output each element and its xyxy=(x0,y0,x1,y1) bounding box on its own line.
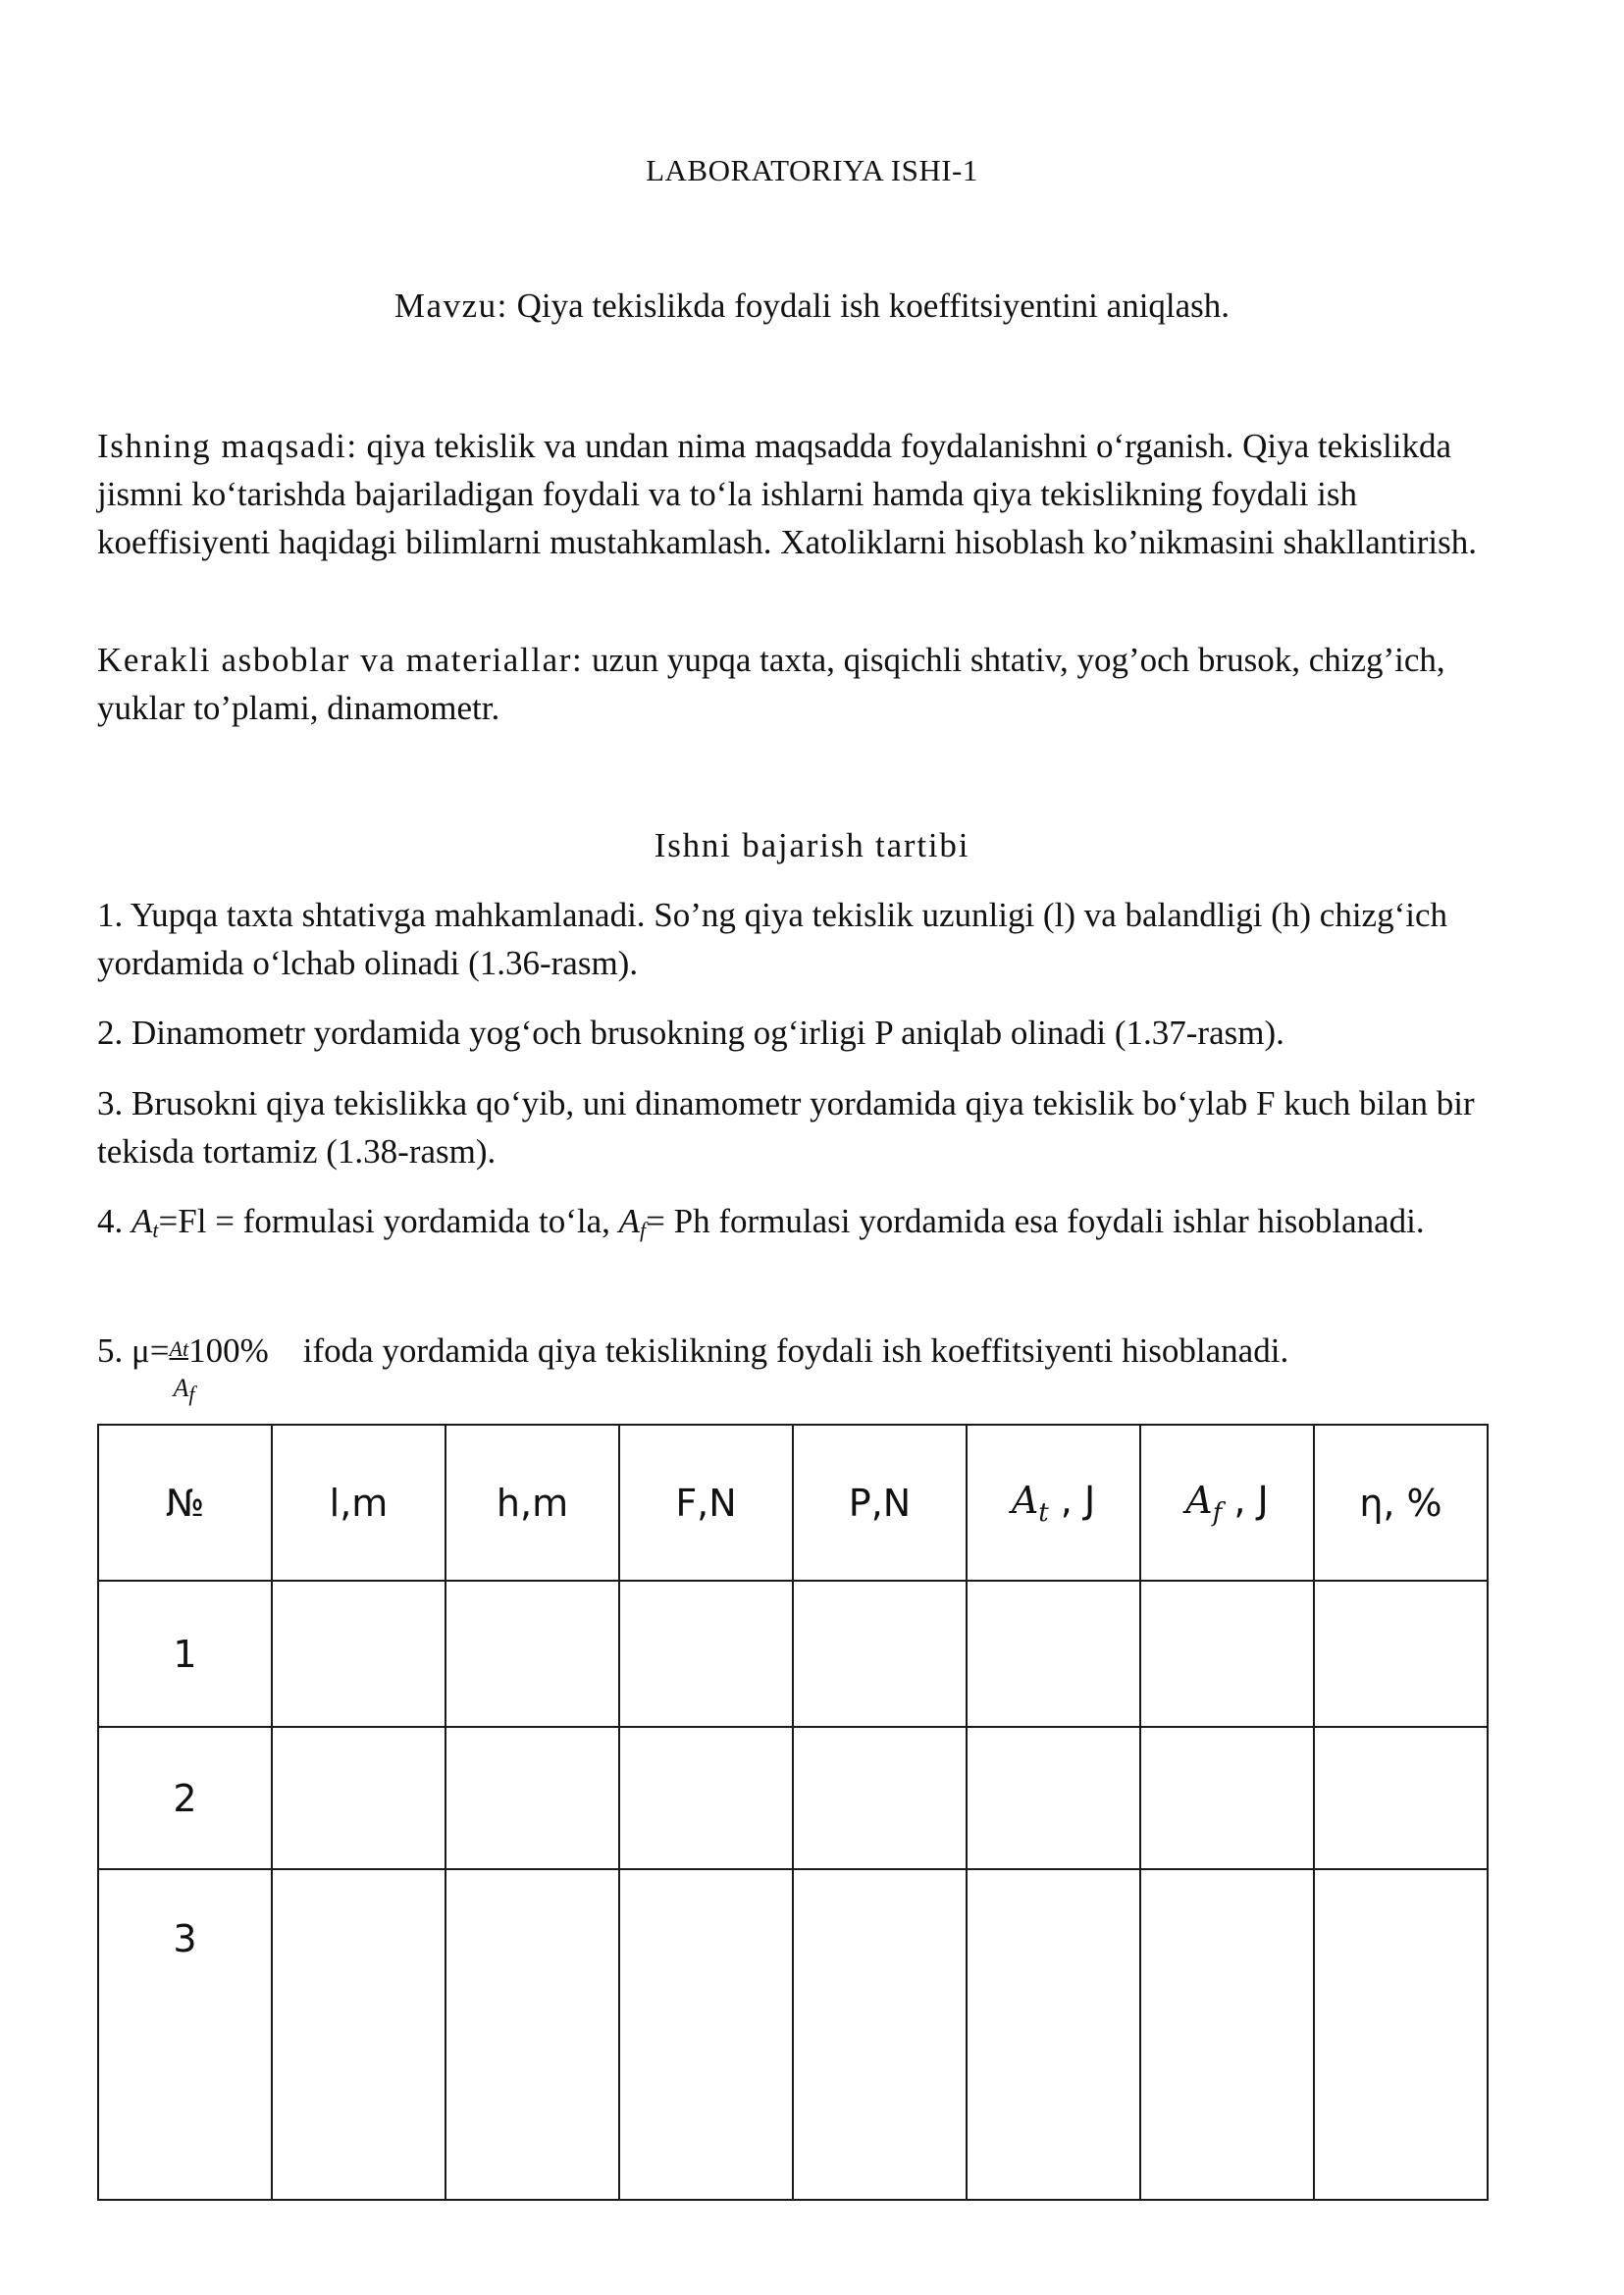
table-row xyxy=(98,1727,1488,1869)
tools-label: Kerakli asboblar va materiallar: xyxy=(97,641,584,679)
table-cell[interactable] xyxy=(967,1727,1140,1869)
step-2: 2. Dinamometr yordamida yog‘och brusokning og‘irligi P aniqlab olinadi (1.37-rasm). xyxy=(97,1014,1284,1052)
efficiency-fraction xyxy=(169,1325,195,1406)
row-number: 2 xyxy=(98,1727,272,1869)
table-cell[interactable] xyxy=(272,1869,445,2200)
results-table-wrapper xyxy=(97,1424,1489,2201)
fraction-numerator: At xyxy=(169,1336,189,1361)
table-cell[interactable] xyxy=(619,1727,793,1869)
table-cell[interactable] xyxy=(1140,1869,1314,2200)
table-row xyxy=(98,1869,1488,2200)
header-efficiency: η, % xyxy=(1314,1425,1488,1581)
table-cell[interactable] xyxy=(445,1727,619,1869)
table-cell[interactable] xyxy=(445,1581,619,1727)
step-1: 1. Yupqa taxta shtativga mahkamlanadi. So’ng qiya tekislik uzunligi (l) va balandligi (h) chizg‘ich yordamida o‘lchab olinadi (1.36-rasm). xyxy=(97,896,1447,982)
table-cell[interactable] xyxy=(1140,1727,1314,1869)
table-cell[interactable] xyxy=(272,1581,445,1727)
table-cell[interactable] xyxy=(1314,1727,1488,1869)
header-total-work: $A_t$ , J xyxy=(967,1425,1140,1581)
header-weight: P,N xyxy=(793,1425,967,1581)
useful-work-symbol: A xyxy=(618,1202,641,1240)
table-cell[interactable] xyxy=(445,1869,619,2200)
table-cell[interactable] xyxy=(1314,1581,1488,1727)
header-length: l,m xyxy=(272,1425,445,1581)
goal-label: Ishning maqsadi: xyxy=(97,427,358,465)
row-number: 3 xyxy=(98,1869,272,2200)
header-number: № xyxy=(98,1425,272,1581)
table-cell[interactable] xyxy=(1314,1869,1488,2200)
table-cell[interactable] xyxy=(793,1727,967,1869)
step-5: 5. $\mu=\frac{At}{A_f}$ 100% ifoda yordamida qiya tekislikning foydali ish koeffitsiyenti hisoblanadi. xyxy=(97,1325,1500,1375)
total-work-symbol: A xyxy=(131,1202,153,1240)
procedure-heading: Ishni bajarish tartibi xyxy=(654,826,970,864)
goal-paragraph xyxy=(97,422,1500,566)
tools-text: uzun yupqa taxta, qisqichli shtativ, yog’och brusok, chizg’ich, yuklar to’plami, dinamometr. xyxy=(97,641,1445,727)
header-force: F,N xyxy=(619,1425,793,1581)
tools-paragraph xyxy=(97,636,1500,732)
step-3: 3. Brusokni qiya tekislikka qo‘yib, uni dinamometr yordamida qiya tekislik bo‘ylab F kuch bilan bir tekisda tortamiz (1.38-rasm). xyxy=(97,1084,1475,1171)
table-cell[interactable] xyxy=(793,1869,967,2200)
table-cell[interactable] xyxy=(619,1869,793,2200)
goal-text: qiya tekislik va undan nima maqsadda foydalanishni o‘rganish. Qiya tekislikda jismni ko‘tarishda bajariladigan foydali va to‘la ishlarni hamda qiya tekislikning foydali ish koeffisiyenti haqidagi bilimlarni mustahkamlash. Xatoliklarni hisoblash ko’nikmasini shakllantirish. xyxy=(97,427,1477,561)
table-cell[interactable] xyxy=(272,1727,445,1869)
table-header-row xyxy=(98,1425,1488,1581)
topic-label: Mavzu: xyxy=(393,287,508,325)
step-4: 4. $A_t=Fl$ = formulasi yordamida to‘la, $A_f= Ph$ formulasi yordamida esa foydali ishlar hisoblanadi. xyxy=(97,1202,1425,1242)
table-row xyxy=(98,1581,1488,1727)
table-cell[interactable] xyxy=(793,1581,967,1727)
results-table xyxy=(97,1424,1489,2201)
header-height: h,m xyxy=(445,1425,619,1581)
page-title: LABORATORIYA ISHI-1 xyxy=(646,153,978,187)
table-cell[interactable] xyxy=(967,1581,1140,1727)
topic-text: Qiya tekislikda foydali ish koeffitsiyentini aniqlash. xyxy=(516,287,1231,325)
table-cell[interactable] xyxy=(1140,1581,1314,1727)
row-number: 1 xyxy=(98,1581,272,1727)
header-useful-work: $A_f$ , J xyxy=(1140,1425,1314,1581)
table-cell[interactable] xyxy=(967,1869,1140,2200)
table-cell[interactable] xyxy=(619,1581,793,1727)
topic-line xyxy=(0,287,1624,326)
fraction-denominator: $A_f$ xyxy=(173,1374,195,1406)
